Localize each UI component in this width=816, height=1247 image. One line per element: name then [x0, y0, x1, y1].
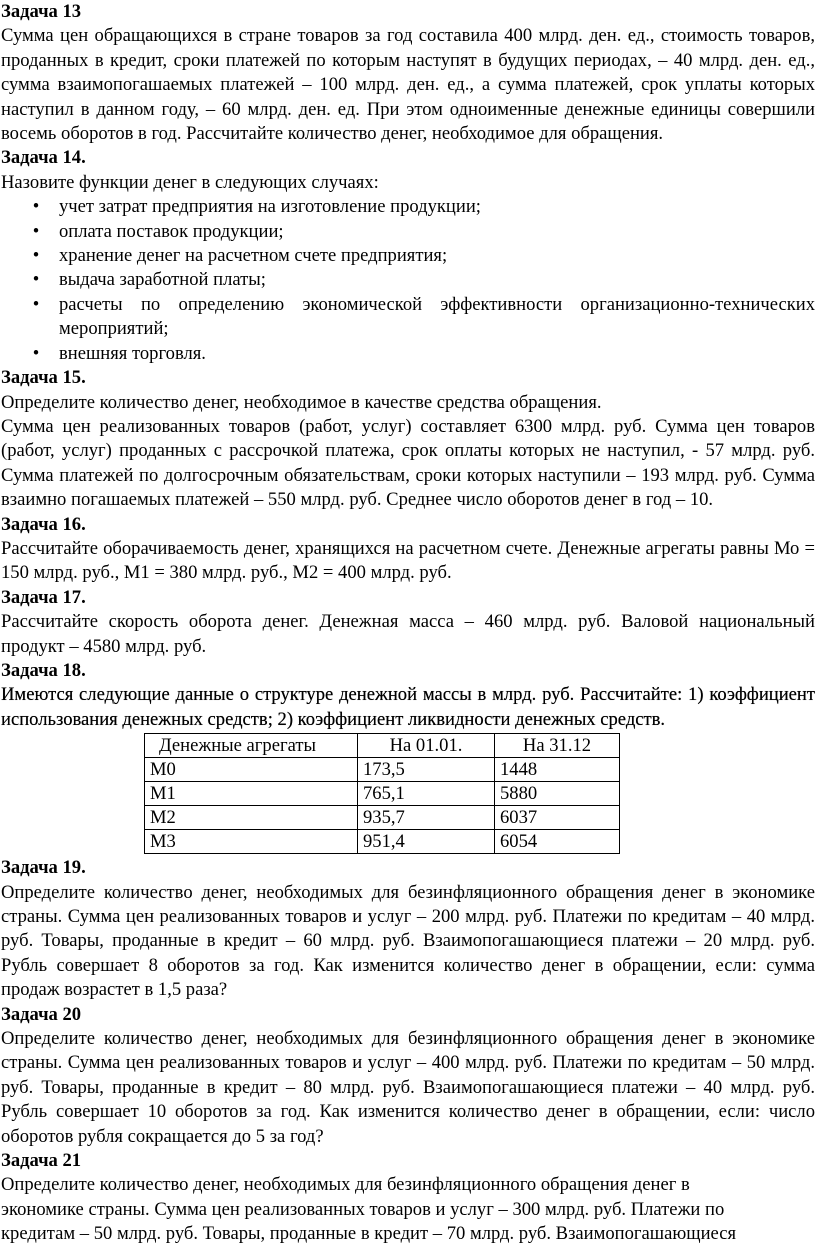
task-17-text: Рассчитайте скорость оборота денег. Денежная масса – 460 млрд. руб. Валовой национальный продукт – 4580 млрд. руб.: [1, 611, 815, 657]
task-15-line1: Определите количество денег, необходимое в качестве средства обращения.: [1, 391, 602, 413]
task-14-intro: Назовите функции денег в следующих случаях:: [1, 171, 379, 193]
table-header-row: [145, 734, 620, 758]
table-cell: 173,5: [358, 758, 495, 782]
bullet-icon: •: [32, 293, 40, 315]
list-item-text: расчеты по определению экономической эффективности организационно-технических мероприятий;: [59, 293, 815, 340]
task-19-text: Определите количество денег, необходимых для безинфляционного обращения денег в экономике страны. Сумма цен реализованных товаров и услуг – 200 млрд. руб. Платежи по кредитам – 40 млрд. руб. Товары, проданные в кредит – 60 млрд. руб. Взаимопогашающиеся платежи – 20 млрд. руб. Рубль совершает 8 оборотов за год. Как изменится количество денег в обращении, если: сумма продаж возрастет в 1,5 раза?: [1, 881, 815, 1001]
table-cell: М0: [145, 758, 358, 782]
table-cell: 6037: [495, 806, 620, 830]
list-item-text: хранение денег на расчетном счете предприятия;: [59, 245, 448, 267]
task-19-title: Задача 19.: [1, 857, 86, 879]
task-16-title: Задача 16.: [1, 513, 86, 535]
list-item-text: внешняя торговля.: [59, 342, 206, 364]
list-item: [32, 244, 815, 268]
table-cell: 951,4: [358, 830, 495, 854]
table-header-cell: На 31.12: [495, 734, 620, 758]
table-row: [145, 806, 620, 830]
bullet-icon: •: [32, 342, 40, 364]
task-14-title: Задача 14.: [1, 147, 86, 169]
table-cell: 5880: [495, 782, 620, 806]
table-cell: 6054: [495, 830, 620, 854]
list-item-text: учет затрат предприятия на изготовление продукции;: [59, 196, 481, 218]
task-15-title: Задача 15.: [1, 367, 86, 389]
task-13-text: Сумма цен обращающихся в стране товаров за год составила 400 млрд. ден. ед., стоимость товаров, проданных в кредит, сроки платежей по которым наступят в будущих периодах, – 40 млрд. ден. ед., сумма взаимопогашаемых платежей – 100 млрд. ден. ед., а сумма платежей, срок уплаты которых наступил в данном году, – 60 млрд. ден. ед. При этом одноименные денежные единицы совершили восемь оборотов в год. Рассчитайте количество денег, необходимое для обращения.: [1, 25, 815, 145]
table-row: [145, 758, 620, 782]
task-20-title: Задача 20: [1, 1003, 82, 1025]
task-16-text: Рассчитайте оборачиваемость денег, хранящихся на расчетном счете. Денежные агрегаты равны Мо = 150 млрд. руб., М1 = 380 млрд. руб., М2 = 400 млрд. руб.: [1, 537, 815, 584]
list-item: [32, 268, 815, 292]
list-item: [32, 293, 815, 342]
task-13-title: Задача 13: [1, 1, 82, 22]
task-21-line2: экономике страны. Сумма цен реализованных товаров и услуг – 300 млрд. руб. Платежи по: [1, 1198, 725, 1220]
table-header-cell: Денежные агрегаты: [145, 734, 358, 758]
table-cell: М2: [145, 806, 358, 830]
task-15-line2: Сумма цен реализованных товаров (работ, услуг) составляет 6300 млрд. руб. Сумма цен товаров (работ, услуг) проданных с рассрочкой платежа, срок оплаты которых не наступил, - 57 млрд. руб. Сумма платежей по долгосрочным обязательствам, сроки которых наступили – 193 млрд. руб. Сумма взаимно погашаемых платежей – 550 млрд. руб. Среднее число оборотов денег в год – 10.: [1, 415, 815, 511]
list-item-text: оплата поставок продукции;: [59, 220, 284, 242]
table-cell: 1448: [495, 758, 620, 782]
table-cell: 765,1: [358, 782, 495, 806]
task-18-title: Задача 18.: [1, 659, 86, 681]
money-aggregates-table: [144, 733, 620, 854]
table-cell: М3: [145, 830, 358, 854]
table-row: [145, 782, 620, 806]
task-21-title: Задача 21: [1, 1150, 82, 1172]
table-cell: 935,7: [358, 806, 495, 830]
table-row: [145, 830, 620, 854]
bullet-icon: •: [32, 245, 40, 267]
task-21-line1: Определите количество денег, необходимых для безинфляционного обращения денег в: [1, 1174, 690, 1196]
bullet-icon: •: [32, 220, 40, 242]
task-14-list: [1, 195, 815, 366]
task-20-text: Определите количество денег, необходимых для безинфляционного обращения денег в экономике страны. Сумма цен реализованных товаров и услуг – 400 млрд. руб. Платежи по кредитам – 50 млрд. руб. Товары, проданные в кредит – 80 млрд. руб. Взаимопогашающиеся платежи – 40 млрд. руб. Рубль совершает 10 оборотов за год. Как изменится количество денег в обращении, если: число оборотов рубля сокращается до 5 за год?: [1, 1028, 815, 1147]
list-item: [32, 220, 815, 244]
task-18-text: Имеются следующие данные о структуре денежной массы в млрд. руб. Рассчитайте: 1) коэффициент использования денежных средств; 2) коэффициент ликвидности денежных средств.: [1, 684, 815, 730]
list-item: [32, 195, 815, 219]
task-17-title: Задача 17.: [1, 586, 86, 608]
table-header-cell: На 01.01.: [358, 734, 495, 758]
bullet-icon: •: [32, 269, 40, 291]
list-item: [32, 342, 815, 366]
list-item-text: выдача заработной платы;: [59, 269, 266, 291]
task-21-line3: кредитам – 50 млрд. руб. Товары, проданные в кредит – 70 млрд. руб. Взаимопогашающиеся: [1, 1223, 737, 1245]
bullet-icon: •: [32, 196, 40, 218]
table-cell: М1: [145, 782, 358, 806]
